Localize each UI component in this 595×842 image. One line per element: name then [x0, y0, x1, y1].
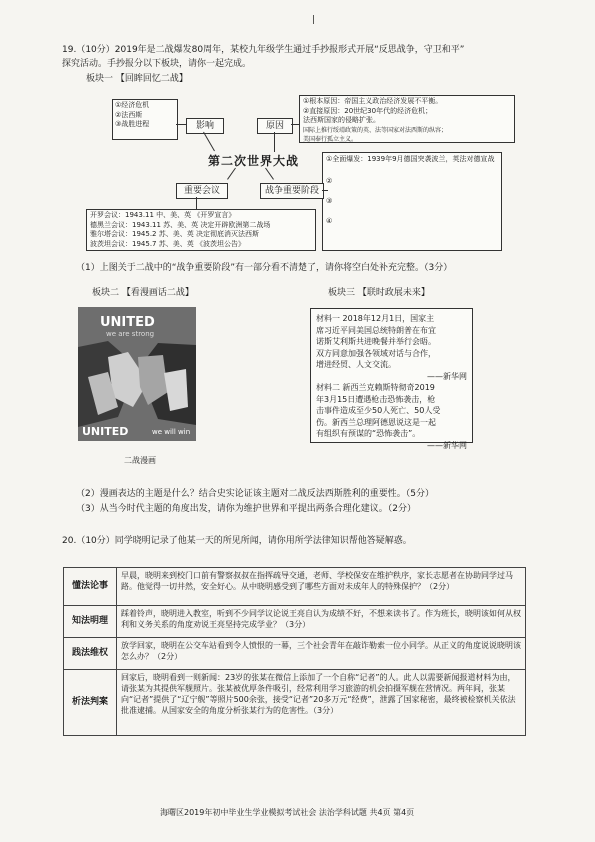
block1-title: 板块一 【回眸回忆二战】 — [86, 74, 188, 84]
row-key: 懂法论事 — [64, 568, 117, 606]
row-text: 踩着铃声，晓明进入教室，听到不少同学议论说王亮自认为成绩不好，不想来读书了。作为班长，晓明该如何从权利和义务关系的角度劝说王亮坚持完成学业？（3分） — [117, 606, 526, 638]
q20-table — [63, 567, 526, 736]
footer: 海曙区2019年初中毕业生学业模拟考试社会 法治学科试题 共4页 第4页 — [160, 808, 415, 817]
row-key: 践法维权 — [64, 638, 117, 670]
row-text: 早晨，晓明来到校门口前有警察叔叔在指挥疏导交通，老师、学校保安在维护秩序，家长志愿者在协助同学过马路。他觉得一切井然，安全好心。从中晓明感受到了哪些方面对未成年人的特殊保护？（2分） — [117, 568, 526, 606]
influence-box: 影响 — [186, 118, 224, 134]
stage-box: ①全面爆发：1939年9月德国突袭波兰，英法对德宣战 ② ③ ④ — [322, 152, 502, 251]
row-key: 析法判案 — [64, 670, 117, 736]
q19-sub3: （3）从当今时代主题的角度出发，请你为维护世界和平提出两条合理化建议。（2分） — [76, 504, 416, 514]
table-row — [64, 568, 526, 606]
news-materials-box: 材料一 2018年12月1日，国家主 席习近平同美国总统特朗普在布宜 诺斯艾利斯共进晚餐并举行会晤。 双方同意加强各领域对话与合作， 增进经贸、人文交流。 ——新华网 材料二 新西兰克赖斯特彻奇2019 年3月15日遭遇枪击恐怖袭击，枪 击事件造成至少50人死亡、50人受 伤。新西兰总理阿德恩说这是一起 有组织有预谋的“恐怖袭击”。 ——新华网 — [310, 308, 473, 443]
q19-stem-line2: 探究活动。手抄报分以下板块，请你一起完成。 — [62, 59, 252, 69]
block2-title: 板块二 【看漫画话二战】 — [92, 288, 194, 298]
table-row — [64, 670, 526, 736]
meetings-box: 开罗会议：1943.11 中、美、英 《开罗宣言》 德黑兰会议：1943.11 苏、美、英 决定开辟欧洲第二战场 雅尔塔会议：1945.2 苏、美、英 决定彻底消灭法西斯 波茨坦会议：1945.7 苏、美、英 《波茨坦公告》 — [86, 209, 316, 251]
row-text: 回家后，晓明看到一则新闻：23岁的张某在微信上添加了一个自称“记者”的人。此人以需要新闻报道材料为由，请张某为其提供军舰照片。张某被优厚条件吸引，经常利用学习旅游的机会拍摄军舰在营情况。两年间，张某向“记者”提供了“辽宁舰”等照片500余张，接受“记者”20多万元“经费”，泄露了国家秘密，最终被检察机关依法批准逮捕。从国家安全的角度分析张某行为的危害性。（3分） — [117, 670, 526, 736]
ww2-cartoon-image — [78, 307, 196, 441]
q19-stem-line1: 19.（10分）2019年是二战爆发80周年，某校九年级学生通过手抄报形式开展“反思战争，守卫和平” — [62, 45, 465, 55]
ww2-title: 第二次世界大战 — [208, 154, 300, 168]
top-mark: | — [312, 15, 316, 25]
q20-stem: 20.（10分）同学晓明记录了他某一天的所见所闻，请你用所学法律知识帮他答疑解惑。 — [62, 536, 412, 546]
block3-title: 板块三 【联时政展未来】 — [328, 288, 430, 298]
stage-label-box: 战争重要阶段 — [260, 183, 324, 199]
meetings-label-box: 重要会议 — [176, 183, 228, 199]
poster-text-strong: we are strong — [106, 330, 155, 338]
poster-text-united-top: UNITED — [100, 315, 155, 330]
poster-text-united-bottom: UNITED — [82, 425, 129, 438]
table-row — [64, 638, 526, 670]
left-box: ①经济危机 ②法西斯 ③战胜进程 — [112, 99, 178, 140]
cause-box: ①根本原因：帝国主义政治经济发展不平衡。 ②直接原因：20世纪30年代的经济危机； 法西斯国家的侵略扩张。 国际上推行绥靖政策的英、法等国家对法西斯的纵容； 美国奉行孤立主义。 — [299, 95, 515, 143]
poster-caption: 二战漫画 — [124, 456, 156, 465]
cause-label-box: 原因 — [257, 118, 293, 134]
row-text: 放学回家，晓明在公交车站看到令人愤恨的一幕，三个社会青年在敲诈勒索一位小同学。从正义的角度说说晓明该怎么办？（2分） — [117, 638, 526, 670]
q19-sub2: （2）漫画表达的主题是什么？结合史实论证该主题对二战反法西斯胜利的重要性。（5分） — [76, 489, 434, 499]
row-key: 知法明理 — [64, 606, 117, 638]
table-row — [64, 606, 526, 638]
poster-text-win: we will win — [152, 428, 191, 436]
q19-sub1: （1）上图关于二战中的“战争重要阶段”有一部分看不清楚了，请你将空白处补充完整。（3分） — [76, 263, 453, 273]
